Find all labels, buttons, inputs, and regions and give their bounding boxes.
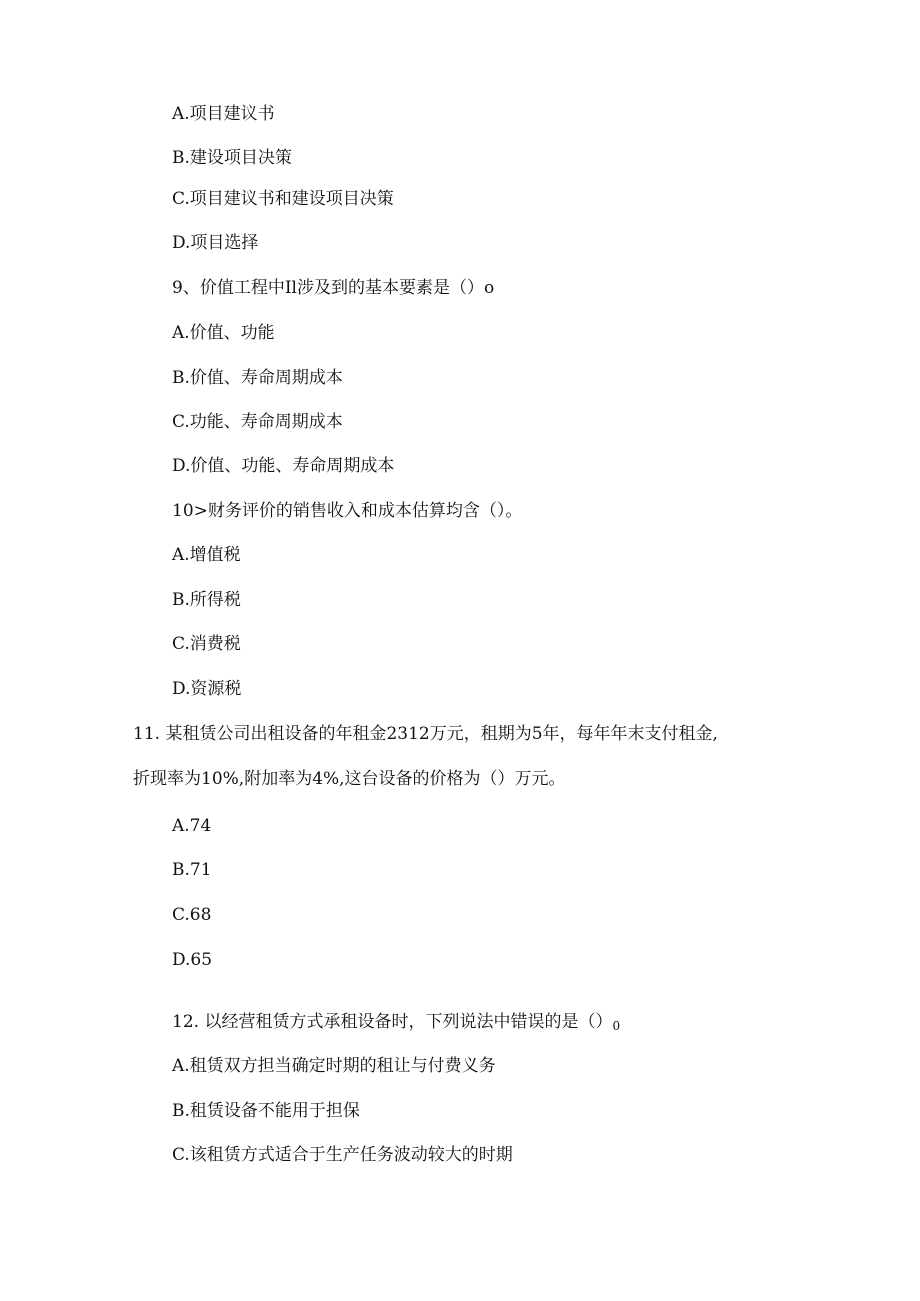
q10-option-d: D.资源税 [172, 679, 242, 699]
q9-option-a: A.价值、功能 [172, 323, 275, 343]
q10-option-c: C.消费税 [172, 634, 241, 654]
question-9: 9、价值工程中Il涉及到的基本要素是（）o [172, 278, 495, 298]
question-12 [172, 1011, 620, 1037]
q11-option-c: C.68 [172, 905, 212, 925]
q11-option-b: B.71 [172, 860, 212, 880]
q11-option-d: D.65 [172, 950, 213, 970]
option-a-line: A.项目建议书 [172, 104, 275, 124]
q12-option-c: C.该租赁方式适合于生产任务波动较大的时期 [172, 1145, 513, 1165]
question-11-line-1: 11. 某租赁公司出租设备的年租金2312万元，租期为5年，每年年末支付租金, [133, 724, 718, 744]
question-11-line-2: 折现率为10%,附加率为4%,这台设备的价格为（）万元。 [133, 769, 566, 789]
question-12-text: 12. 以经营租赁方式承租设备时，下列说法中错误的是（） [172, 1012, 613, 1032]
q9-option-b: B.价值、寿命周期成本 [172, 368, 343, 388]
question-10: 10>财务评价的销售收入和成本估算均含（）。 [172, 501, 523, 521]
q10-option-b: B.所得税 [172, 590, 241, 610]
q12-option-a: A.租赁双方担当确定时期的租让与付费义务 [172, 1056, 496, 1076]
question-12-tail: 0 [612, 1019, 621, 1033]
option-c-line: C.项目建议书和建设项目决策 [172, 189, 394, 209]
q12-option-b: B.租赁设备不能用于担保 [172, 1101, 360, 1121]
option-b-line: B.建设项目决策 [172, 148, 292, 168]
option-d-line: D.项目选择 [172, 233, 259, 253]
q9-option-d: D.价值、功能、寿命周期成本 [172, 456, 395, 476]
q9-option-c: C.功能、寿命周期成本 [172, 412, 343, 432]
q11-option-a: A.74 [172, 816, 212, 836]
q10-option-a: A.增值税 [172, 545, 241, 565]
